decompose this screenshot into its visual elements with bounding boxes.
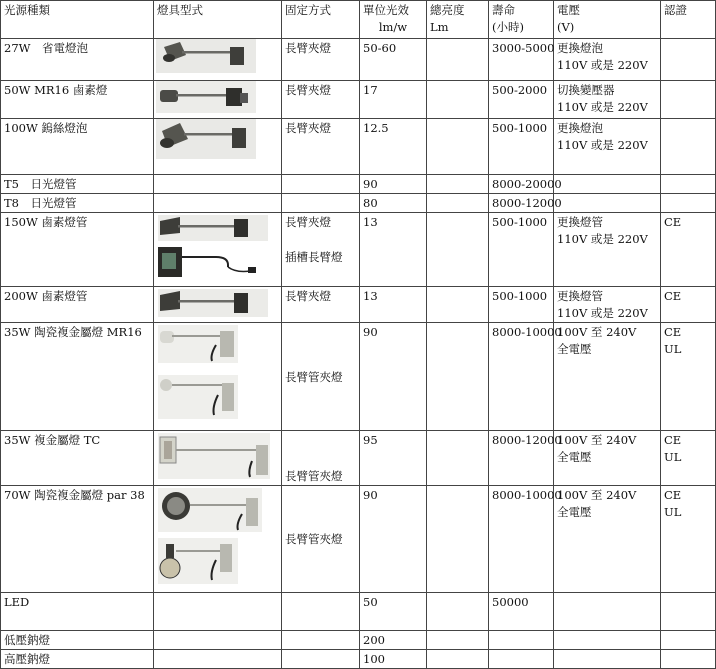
mount-cell xyxy=(282,593,360,631)
cert-cell xyxy=(661,81,716,119)
life-cell: 500-1000 xyxy=(489,213,554,287)
mount-cell xyxy=(282,213,360,287)
total-cell xyxy=(427,631,489,650)
mount-line1: 長臂夾燈 xyxy=(285,215,331,229)
total-cell xyxy=(427,650,489,669)
life-cell: 3000-5000 xyxy=(489,39,554,81)
source-cell: 150W 鹵素燈管 xyxy=(1,213,154,287)
cert-cell xyxy=(661,194,716,213)
lamp-photo xyxy=(156,81,256,113)
life-cell: 500-1000 xyxy=(489,119,554,175)
header-mount: 固定方式 xyxy=(282,1,360,39)
fixture-cell xyxy=(154,631,282,650)
voltage-line2: 110V 或是 220V xyxy=(557,306,648,320)
voltage-cell xyxy=(554,194,661,213)
fixture-image-cell xyxy=(154,81,282,119)
total-cell xyxy=(427,323,489,431)
header-total xyxy=(427,1,489,39)
voltage-cell xyxy=(554,175,661,194)
voltage-line1: 100V 至 240V xyxy=(557,433,637,447)
source-cell: T5 日光燈管 xyxy=(1,175,154,194)
table-row xyxy=(1,593,716,631)
header-voltage-line2: (V) xyxy=(557,20,575,34)
efficacy-cell: 50 xyxy=(360,593,427,631)
fixture-cell xyxy=(154,175,282,194)
cert-line1: CE xyxy=(664,433,682,447)
cert-cell xyxy=(661,650,716,669)
efficacy-cell: 13 xyxy=(360,287,427,323)
table-row xyxy=(1,431,716,486)
fixture-cell xyxy=(154,650,282,669)
header-voltage-line1: 電壓 xyxy=(557,3,580,17)
cert-cell xyxy=(661,39,716,81)
source-cell: LED xyxy=(1,593,154,631)
header-fixture: 燈具型式 xyxy=(154,1,282,39)
mount-cell xyxy=(282,431,360,486)
voltage-cell xyxy=(554,631,661,650)
voltage-line2: 110V 或是 220V xyxy=(557,138,648,152)
mount-cell: 長臂夾燈 xyxy=(282,119,360,175)
life-cell: 8000-10000 xyxy=(489,323,554,431)
lamp-photo xyxy=(156,213,272,283)
efficacy-cell: 200 xyxy=(360,631,427,650)
voltage-cell xyxy=(554,213,661,287)
header-life-line1: 壽命 xyxy=(492,3,515,17)
total-cell xyxy=(427,194,489,213)
voltage-line1: 更換燈泡 xyxy=(557,41,603,55)
mount-cell: 長臂夾燈 xyxy=(282,81,360,119)
mount-cell: 長臂夾燈 xyxy=(282,287,360,323)
lamp-photo xyxy=(156,486,266,588)
cert-line2: UL xyxy=(664,342,682,356)
efficacy-cell: 50-60 xyxy=(360,39,427,81)
cert-line2: UL xyxy=(664,505,682,519)
fixture-image-cell xyxy=(154,486,282,593)
fixture-cell xyxy=(154,194,282,213)
voltage-line2: 110V 或是 220V xyxy=(557,100,648,114)
source-cell: 50W MR16 鹵素燈 xyxy=(1,81,154,119)
voltage-line2: 全電壓 xyxy=(557,342,592,356)
efficacy-cell: 90 xyxy=(360,175,427,194)
header-cert: 認證 xyxy=(661,1,716,39)
header-total-line1: 總亮度 xyxy=(430,3,465,17)
header-life-line2: (小時) xyxy=(492,20,524,34)
life-cell: 500-2000 xyxy=(489,81,554,119)
header-source: 光源種類 xyxy=(1,1,154,39)
table-row xyxy=(1,631,716,650)
voltage-line1: 更換燈管 xyxy=(557,215,603,229)
lamp-photo xyxy=(156,119,256,159)
mount-line1: 長臂管夾燈 xyxy=(285,532,343,546)
fixture-image-cell xyxy=(154,323,282,431)
header-total-line2: Lm xyxy=(430,20,449,34)
total-cell xyxy=(427,175,489,194)
cert-cell xyxy=(661,486,716,593)
life-cell: 8000-10000 xyxy=(489,486,554,593)
mount-cell xyxy=(282,486,360,593)
voltage-line2: 全電壓 xyxy=(557,505,592,519)
efficacy-cell: 95 xyxy=(360,431,427,486)
total-cell xyxy=(427,287,489,323)
voltage-cell xyxy=(554,81,661,119)
source-cell: 35W 陶瓷複金屬燈 MR16 xyxy=(1,323,154,431)
mount-cell xyxy=(282,194,360,213)
lamp-photo xyxy=(156,39,256,73)
efficacy-cell: 90 xyxy=(360,486,427,593)
mount-line1: 長臂管夾燈 xyxy=(285,469,343,483)
cert-cell: CE xyxy=(661,213,716,287)
source-cell: 高壓鈉燈 xyxy=(1,650,154,669)
cert-line2: UL xyxy=(664,450,682,464)
voltage-cell xyxy=(554,323,661,431)
fixture-image-cell xyxy=(154,213,282,287)
total-cell xyxy=(427,39,489,81)
fixture-image-cell xyxy=(154,287,282,323)
table-row xyxy=(1,287,716,323)
source-cell: 35W 複金屬燈 TC xyxy=(1,431,154,486)
voltage-cell xyxy=(554,486,661,593)
efficacy-cell: 13 xyxy=(360,213,427,287)
voltage-line1: 100V 至 240V xyxy=(557,488,637,502)
source-cell: 70W 陶瓷複金屬燈 par 38 xyxy=(1,486,154,593)
life-cell: 8000-20000 xyxy=(489,175,554,194)
total-cell xyxy=(427,593,489,631)
total-cell xyxy=(427,119,489,175)
mount-cell xyxy=(282,175,360,194)
cert-line1: CE xyxy=(664,325,682,339)
table-row xyxy=(1,650,716,669)
efficacy-cell: 17 xyxy=(360,81,427,119)
header-life xyxy=(489,1,554,39)
table-row xyxy=(1,194,716,213)
efficacy-cell: 90 xyxy=(360,323,427,431)
cert-cell xyxy=(661,431,716,486)
total-cell xyxy=(427,486,489,593)
total-cell xyxy=(427,431,489,486)
mount-cell xyxy=(282,631,360,650)
table-row xyxy=(1,213,716,287)
life-cell: 500-1000 xyxy=(489,287,554,323)
voltage-cell xyxy=(554,431,661,486)
table-row xyxy=(1,323,716,431)
source-cell: T8 日光燈管 xyxy=(1,194,154,213)
cert-cell xyxy=(661,119,716,175)
lamp-photo xyxy=(156,323,256,427)
mount-cell: 長臂夾燈 xyxy=(282,39,360,81)
table-row xyxy=(1,39,716,81)
cert-cell xyxy=(661,631,716,650)
voltage-line2: 110V 或是 220V xyxy=(557,58,648,72)
total-cell xyxy=(427,213,489,287)
table-row xyxy=(1,119,716,175)
voltage-line2: 110V 或是 220V xyxy=(557,232,648,246)
voltage-cell xyxy=(554,119,661,175)
voltage-line2: 全電壓 xyxy=(557,450,592,464)
voltage-line1: 更換燈管 xyxy=(557,289,603,303)
cert-cell xyxy=(661,323,716,431)
header-efficacy-line1: 單位光效 xyxy=(363,3,409,17)
header-efficacy-line2: lm/w xyxy=(378,20,408,34)
fixture-image-cell xyxy=(154,431,282,486)
source-cell: 100W 鎢絲燈泡 xyxy=(1,119,154,175)
voltage-line1: 更換燈泡 xyxy=(557,121,603,135)
life-cell: 50000 xyxy=(489,593,554,631)
life-cell: 8000-12000 xyxy=(489,194,554,213)
total-cell xyxy=(427,81,489,119)
table-row xyxy=(1,175,716,194)
lamp-photo xyxy=(156,287,272,319)
efficacy-cell: 100 xyxy=(360,650,427,669)
cert-cell xyxy=(661,593,716,631)
life-cell xyxy=(489,631,554,650)
table-row xyxy=(1,81,716,119)
voltage-cell xyxy=(554,650,661,669)
voltage-cell xyxy=(554,39,661,81)
voltage-line1: 切換變壓器 xyxy=(557,83,615,97)
source-cell: 低壓鈉燈 xyxy=(1,631,154,650)
header-voltage xyxy=(554,1,661,39)
source-cell: 27W 省電燈泡 xyxy=(1,39,154,81)
source-cell: 200W 鹵素燈管 xyxy=(1,287,154,323)
cert-cell xyxy=(661,175,716,194)
lamp-photo xyxy=(156,431,272,481)
mount-cell xyxy=(282,650,360,669)
voltage-cell xyxy=(554,593,661,631)
cert-line1: CE xyxy=(664,488,682,502)
mount-cell xyxy=(282,323,360,431)
life-cell: 8000-12000 xyxy=(489,431,554,486)
table-row xyxy=(1,486,716,593)
fixture-image-cell xyxy=(154,119,282,175)
life-cell xyxy=(489,650,554,669)
efficacy-cell: 80 xyxy=(360,194,427,213)
header-row xyxy=(1,1,716,39)
header-efficacy xyxy=(360,1,427,39)
mount-line2: 插槽長臂燈 xyxy=(285,250,343,264)
efficacy-cell: 12.5 xyxy=(360,119,427,175)
voltage-cell xyxy=(554,287,661,323)
cert-cell: CE xyxy=(661,287,716,323)
fixture-cell xyxy=(154,593,282,631)
fixture-image-cell xyxy=(154,39,282,81)
voltage-line1: 100V 至 240V xyxy=(557,325,637,339)
mount-line1: 長臂管夾燈 xyxy=(285,369,343,384)
